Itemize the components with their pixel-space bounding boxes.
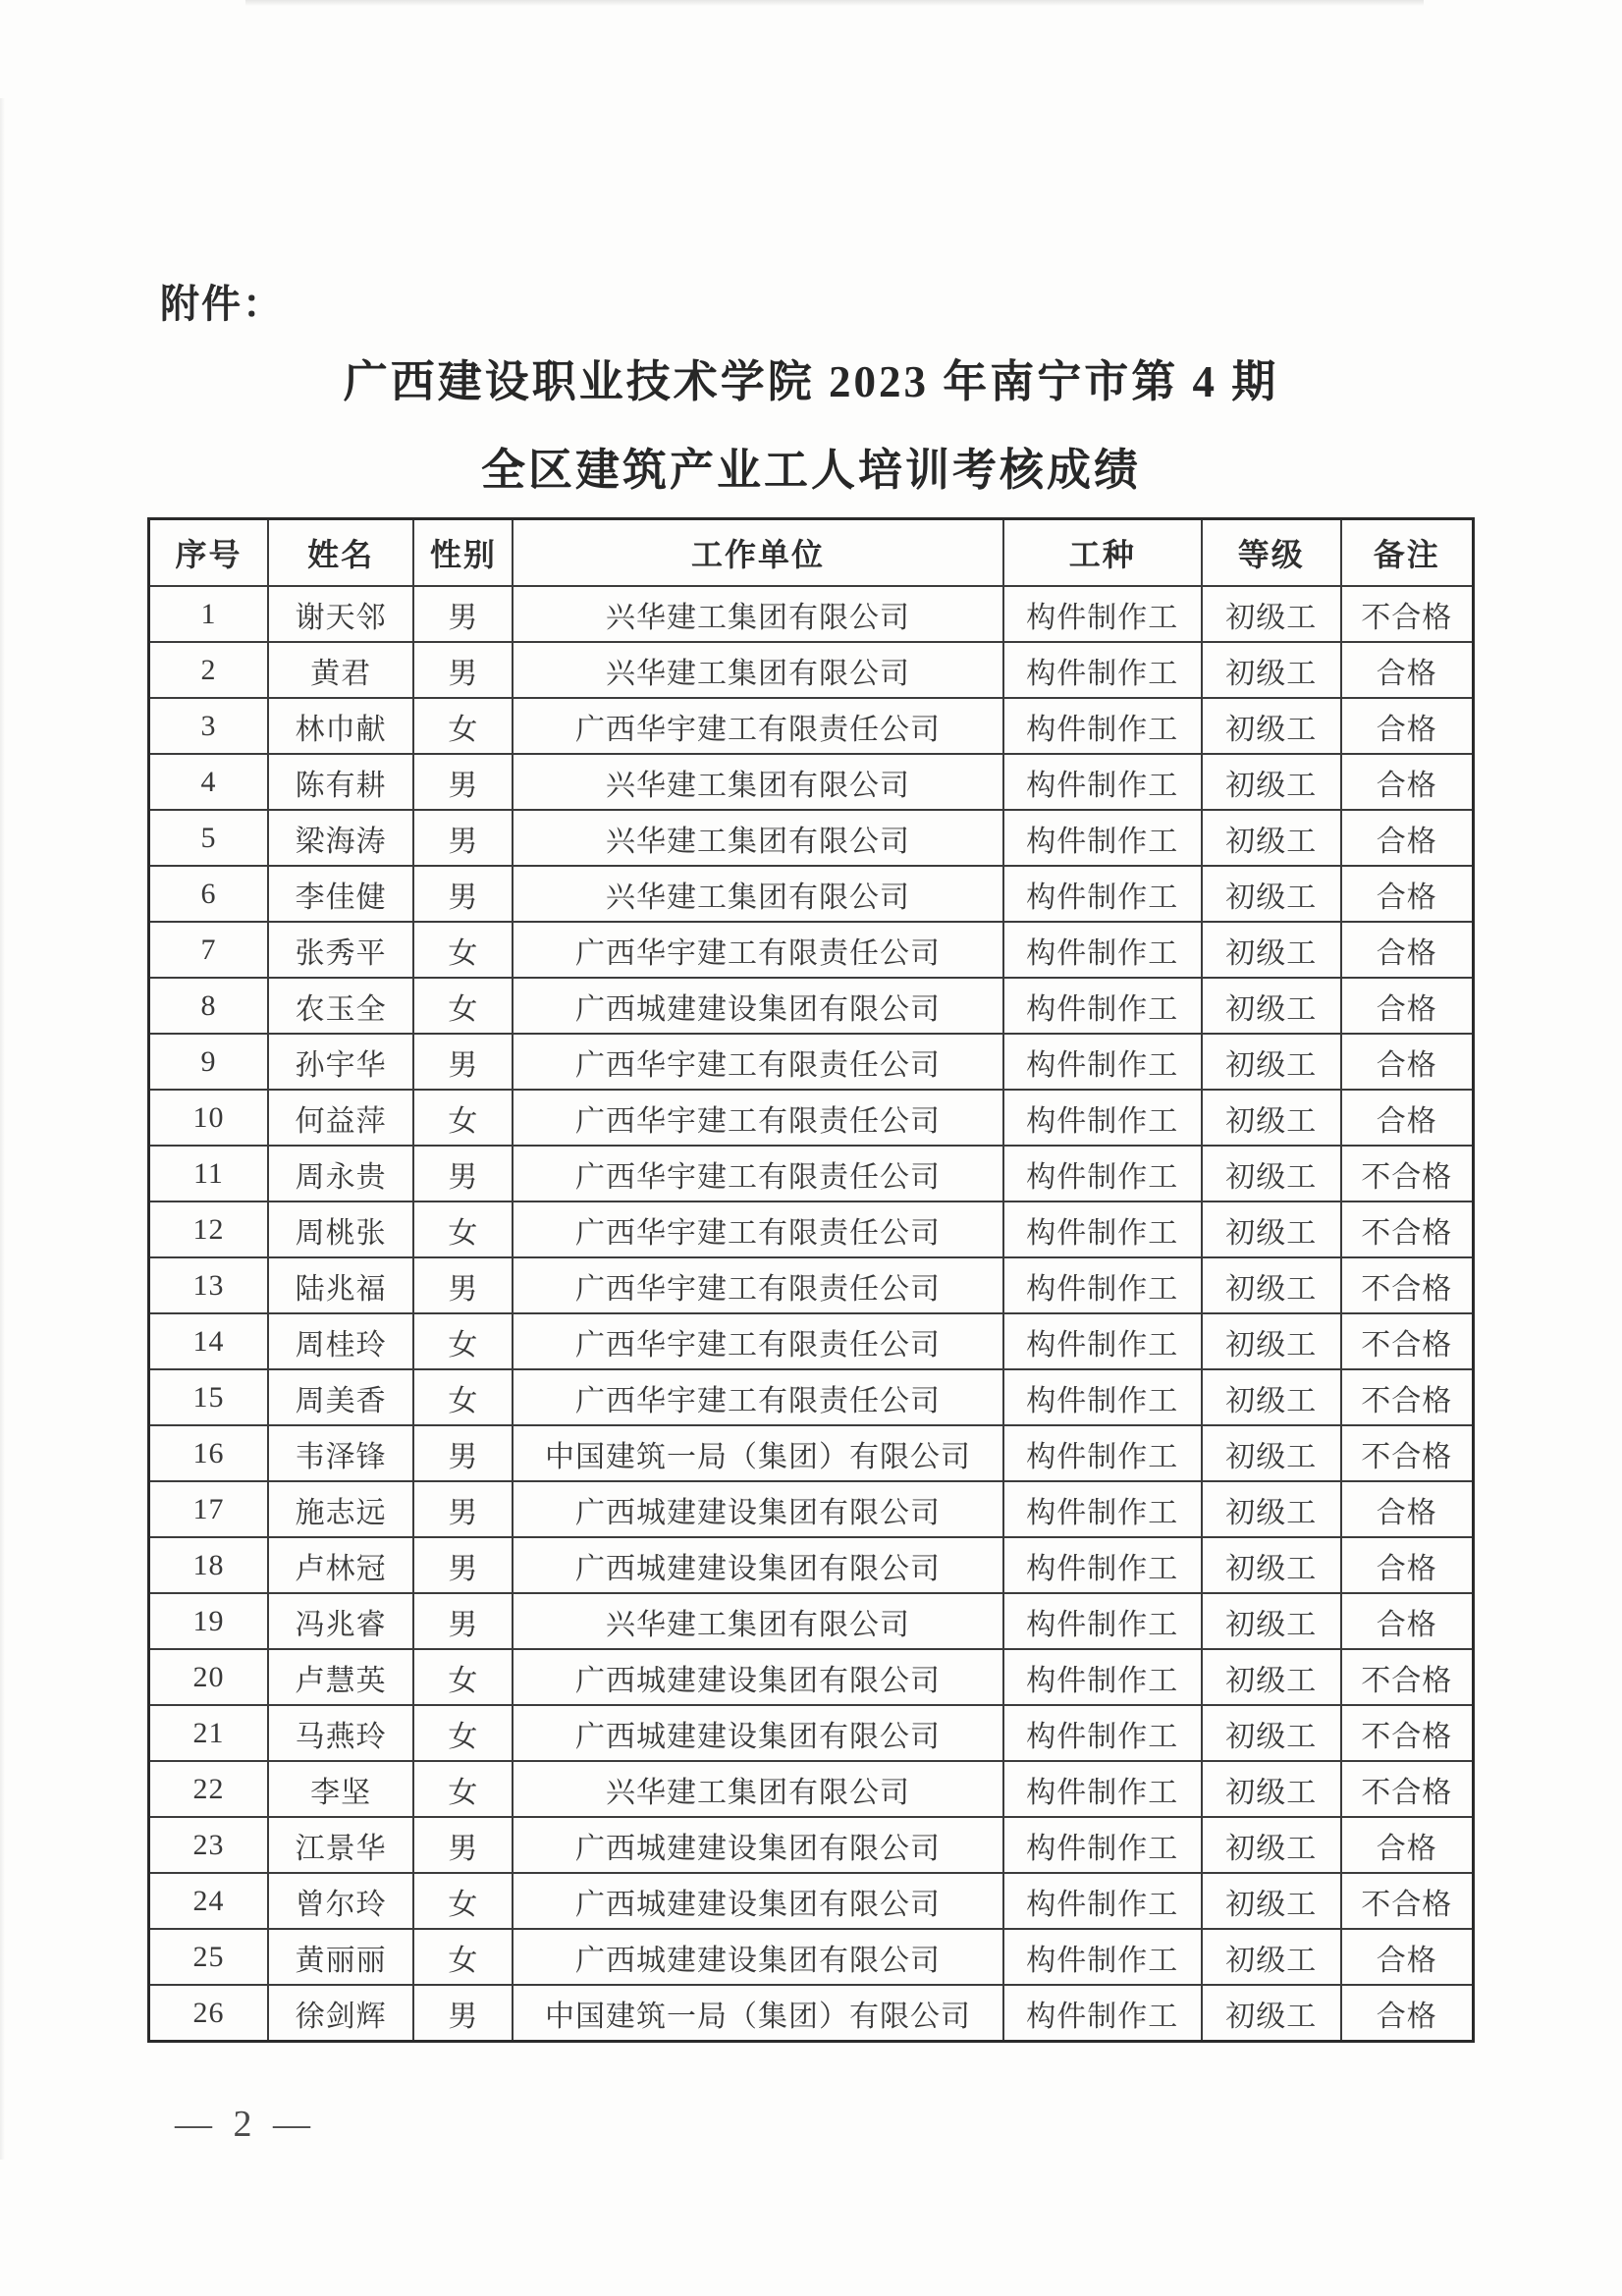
cell-job-type: 构件制作工: [1003, 1257, 1202, 1313]
cell-gender: 男: [413, 1425, 513, 1481]
cell-level: 初级工: [1202, 586, 1341, 642]
cell-job-type: 构件制作工: [1003, 866, 1202, 922]
cell-gender: 女: [413, 1649, 513, 1705]
cell-work-unit: 广西城建建设集团有限公司: [513, 1705, 1002, 1761]
cell-index: 16: [149, 1425, 268, 1481]
cell-gender: 男: [413, 810, 513, 866]
cell-remark: 合格: [1341, 1929, 1474, 1985]
cell-work-unit: 广西华宇建工有限责任公司: [513, 1369, 1002, 1425]
table-row: [149, 1537, 1474, 1593]
table-row: [149, 1201, 1474, 1257]
cell-remark: 合格: [1341, 866, 1474, 922]
cell-work-unit: 广西华宇建工有限责任公司: [513, 1313, 1002, 1369]
cell-job-type: 构件制作工: [1003, 1761, 1202, 1817]
cell-work-unit: 兴华建工集团有限公司: [513, 866, 1002, 922]
cell-level: 初级工: [1202, 1593, 1341, 1649]
cell-gender: 男: [413, 1537, 513, 1593]
cell-index: 13: [149, 1257, 268, 1313]
table-row: [149, 810, 1474, 866]
cell-index: 23: [149, 1817, 268, 1873]
cell-name: 韦泽锋: [268, 1425, 413, 1481]
cell-job-type: 构件制作工: [1003, 1034, 1202, 1090]
cell-name: 江景华: [268, 1817, 413, 1873]
cell-remark: 不合格: [1341, 1146, 1474, 1201]
cell-index: 4: [149, 754, 268, 810]
table-row: [149, 698, 1474, 754]
cell-gender: 女: [413, 1313, 513, 1369]
cell-gender: 女: [413, 698, 513, 754]
cell-level: 初级工: [1202, 1817, 1341, 1873]
cell-name: 曾尔玲: [268, 1873, 413, 1929]
cell-job-type: 构件制作工: [1003, 754, 1202, 810]
cell-level: 初级工: [1202, 1985, 1341, 2042]
table-row: [149, 1705, 1474, 1761]
cell-remark: 不合格: [1341, 1257, 1474, 1313]
cell-index: 21: [149, 1705, 268, 1761]
cell-name: 张秀平: [268, 922, 413, 978]
cell-remark: 合格: [1341, 1034, 1474, 1090]
cell-work-unit: 广西城建建设集团有限公司: [513, 1929, 1002, 1985]
column-header: 备注: [1341, 519, 1474, 587]
cell-name: 农玉全: [268, 978, 413, 1034]
table-row: [149, 1817, 1474, 1873]
cell-job-type: 构件制作工: [1003, 1369, 1202, 1425]
table-row: [149, 1425, 1474, 1481]
cell-gender: 男: [413, 642, 513, 698]
cell-remark: 合格: [1341, 1090, 1474, 1146]
cell-gender: 女: [413, 922, 513, 978]
cell-name: 孙宇华: [268, 1034, 413, 1090]
cell-name: 周美香: [268, 1369, 413, 1425]
cell-level: 初级工: [1202, 1649, 1341, 1705]
cell-name: 何益萍: [268, 1090, 413, 1146]
cell-job-type: 构件制作工: [1003, 810, 1202, 866]
cell-gender: 男: [413, 1146, 513, 1201]
cell-name: 谢天邻: [268, 586, 413, 642]
table-row: [149, 586, 1474, 642]
cell-name: 卢慧英: [268, 1649, 413, 1705]
column-header: 工作单位: [513, 519, 1002, 587]
cell-index: 7: [149, 922, 268, 978]
table-row: [149, 754, 1474, 810]
cell-job-type: 构件制作工: [1003, 1817, 1202, 1873]
cell-level: 初级工: [1202, 1481, 1341, 1537]
cell-gender: 女: [413, 1929, 513, 1985]
cell-work-unit: 兴华建工集团有限公司: [513, 642, 1002, 698]
cell-work-unit: 广西华宇建工有限责任公司: [513, 1034, 1002, 1090]
cell-name: 陈有耕: [268, 754, 413, 810]
cell-name: 徐剑辉: [268, 1985, 413, 2042]
cell-remark: 合格: [1341, 1985, 1474, 2042]
cell-work-unit: 兴华建工集团有限公司: [513, 754, 1002, 810]
cell-gender: 男: [413, 1481, 513, 1537]
cell-gender: 男: [413, 1593, 513, 1649]
cell-level: 初级工: [1202, 1201, 1341, 1257]
cell-gender: 女: [413, 1369, 513, 1425]
cell-index: 6: [149, 866, 268, 922]
cell-index: 17: [149, 1481, 268, 1537]
cell-index: 9: [149, 1034, 268, 1090]
cell-gender: 女: [413, 978, 513, 1034]
cell-gender: 男: [413, 1817, 513, 1873]
cell-level: 初级工: [1202, 922, 1341, 978]
cell-work-unit: 广西华宇建工有限责任公司: [513, 698, 1002, 754]
document-title-line1: 广西建设职业技术学院 2023 年南宁市第 4 期: [343, 357, 1279, 406]
table-row: [149, 1034, 1474, 1090]
cell-work-unit: 兴华建工集团有限公司: [513, 1761, 1002, 1817]
cell-job-type: 构件制作工: [1003, 1929, 1202, 1985]
table-row: [149, 1257, 1474, 1313]
cell-level: 初级工: [1202, 1705, 1341, 1761]
cell-level: 初级工: [1202, 1929, 1341, 1985]
cell-index: 2: [149, 642, 268, 698]
cell-job-type: 构件制作工: [1003, 586, 1202, 642]
cell-remark: 不合格: [1341, 1873, 1474, 1929]
cell-work-unit: 兴华建工集团有限公司: [513, 810, 1002, 866]
cell-level: 初级工: [1202, 1425, 1341, 1481]
cell-gender: 女: [413, 1761, 513, 1817]
cell-level: 初级工: [1202, 866, 1341, 922]
cell-work-unit: 广西城建建设集团有限公司: [513, 978, 1002, 1034]
cell-job-type: 构件制作工: [1003, 1425, 1202, 1481]
cell-gender: 男: [413, 866, 513, 922]
table-body: [149, 586, 1474, 2042]
cell-job-type: 构件制作工: [1003, 1201, 1202, 1257]
cell-work-unit: 广西华宇建工有限责任公司: [513, 922, 1002, 978]
table-row: [149, 1985, 1474, 2042]
cell-job-type: 构件制作工: [1003, 1985, 1202, 2042]
table-row: [149, 866, 1474, 922]
cell-work-unit: 广西华宇建工有限责任公司: [513, 1257, 1002, 1313]
cell-work-unit: 兴华建工集团有限公司: [513, 1593, 1002, 1649]
column-header: 工种: [1003, 519, 1202, 587]
cell-index: 25: [149, 1929, 268, 1985]
cell-gender: 男: [413, 586, 513, 642]
cell-remark: 合格: [1341, 810, 1474, 866]
cell-level: 初级工: [1202, 1146, 1341, 1201]
cell-name: 李坚: [268, 1761, 413, 1817]
cell-index: 3: [149, 698, 268, 754]
table-row: [149, 1146, 1474, 1201]
cell-index: 24: [149, 1873, 268, 1929]
cell-level: 初级工: [1202, 810, 1341, 866]
cell-remark: 不合格: [1341, 1649, 1474, 1705]
cell-level: 初级工: [1202, 1313, 1341, 1369]
cell-work-unit: 中国建筑一局（集团）有限公司: [513, 1985, 1002, 2042]
cell-remark: 合格: [1341, 922, 1474, 978]
cell-work-unit: 中国建筑一局（集团）有限公司: [513, 1425, 1002, 1481]
table-row: [149, 1090, 1474, 1146]
cell-remark: 不合格: [1341, 1201, 1474, 1257]
cell-job-type: 构件制作工: [1003, 1593, 1202, 1649]
table-row: [149, 1369, 1474, 1425]
cell-work-unit: 广西城建建设集团有限公司: [513, 1817, 1002, 1873]
cell-level: 初级工: [1202, 1761, 1341, 1817]
results-table: [147, 517, 1475, 2043]
cell-gender: 女: [413, 1873, 513, 1929]
cell-remark: 合格: [1341, 978, 1474, 1034]
cell-level: 初级工: [1202, 1090, 1341, 1146]
cell-job-type: 构件制作工: [1003, 1146, 1202, 1201]
column-header: 序号: [149, 519, 268, 587]
cell-level: 初级工: [1202, 754, 1341, 810]
cell-remark: 不合格: [1341, 1313, 1474, 1369]
cell-level: 初级工: [1202, 698, 1341, 754]
cell-name: 施志远: [268, 1481, 413, 1537]
cell-gender: 男: [413, 1985, 513, 2042]
cell-index: 20: [149, 1649, 268, 1705]
cell-index: 5: [149, 810, 268, 866]
table-row: [149, 1313, 1474, 1369]
cell-remark: 合格: [1341, 698, 1474, 754]
cell-index: 19: [149, 1593, 268, 1649]
cell-work-unit: 广西城建建设集团有限公司: [513, 1481, 1002, 1537]
cell-index: 18: [149, 1537, 268, 1593]
cell-remark: 合格: [1341, 1817, 1474, 1873]
column-header: 等级: [1202, 519, 1341, 587]
cell-name: 黄丽丽: [268, 1929, 413, 1985]
cell-gender: 女: [413, 1705, 513, 1761]
cell-name: 冯兆睿: [268, 1593, 413, 1649]
cell-level: 初级工: [1202, 1257, 1341, 1313]
cell-gender: 男: [413, 754, 513, 810]
cell-job-type: 构件制作工: [1003, 1090, 1202, 1146]
cell-name: 梁海涛: [268, 810, 413, 866]
cell-job-type: 构件制作工: [1003, 698, 1202, 754]
table-row: [149, 1593, 1474, 1649]
cell-name: 黄君: [268, 642, 413, 698]
cell-level: 初级工: [1202, 1537, 1341, 1593]
cell-job-type: 构件制作工: [1003, 1481, 1202, 1537]
cell-remark: 合格: [1341, 754, 1474, 810]
cell-index: 12: [149, 1201, 268, 1257]
cell-index: 11: [149, 1146, 268, 1201]
cell-level: 初级工: [1202, 978, 1341, 1034]
scan-artifact-top: [245, 0, 1424, 6]
cell-index: 26: [149, 1985, 268, 2042]
table-row: [149, 642, 1474, 698]
cell-gender: 男: [413, 1257, 513, 1313]
cell-index: 8: [149, 978, 268, 1034]
cell-index: 10: [149, 1090, 268, 1146]
cell-name: 陆兆福: [268, 1257, 413, 1313]
cell-work-unit: 广西城建建设集团有限公司: [513, 1537, 1002, 1593]
cell-work-unit: 广西华宇建工有限责任公司: [513, 1201, 1002, 1257]
table-row: [149, 1649, 1474, 1705]
cell-remark: 不合格: [1341, 1369, 1474, 1425]
column-header: 姓名: [268, 519, 413, 587]
cell-name: 林巾献: [268, 698, 413, 754]
table-row: [149, 1873, 1474, 1929]
cell-index: 14: [149, 1313, 268, 1369]
column-header: 性别: [413, 519, 513, 587]
cell-name: 卢林冠: [268, 1537, 413, 1593]
cell-work-unit: 兴华建工集团有限公司: [513, 586, 1002, 642]
cell-level: 初级工: [1202, 1034, 1341, 1090]
cell-work-unit: 广西华宇建工有限责任公司: [513, 1146, 1002, 1201]
cell-remark: 合格: [1341, 1537, 1474, 1593]
cell-job-type: 构件制作工: [1003, 978, 1202, 1034]
cell-work-unit: 广西城建建设集团有限公司: [513, 1873, 1002, 1929]
table-row: [149, 1481, 1474, 1537]
cell-name: 周永贵: [268, 1146, 413, 1201]
cell-index: 22: [149, 1761, 268, 1817]
cell-name: 周桂玲: [268, 1313, 413, 1369]
document-title-line2: 全区建筑产业工人培训考核成绩: [480, 446, 1141, 495]
cell-gender: 女: [413, 1201, 513, 1257]
cell-remark: 合格: [1341, 642, 1474, 698]
cell-remark: 不合格: [1341, 1705, 1474, 1761]
cell-name: 李佳健: [268, 866, 413, 922]
cell-name: 周桃张: [268, 1201, 413, 1257]
cell-level: 初级工: [1202, 1369, 1341, 1425]
table-header-row: [149, 519, 1474, 587]
cell-remark: 不合格: [1341, 1761, 1474, 1817]
attachment-label: 附件：: [160, 283, 284, 326]
table-row: [149, 922, 1474, 978]
cell-remark: 合格: [1341, 1481, 1474, 1537]
cell-index: 15: [149, 1369, 268, 1425]
cell-job-type: 构件制作工: [1003, 1313, 1202, 1369]
cell-work-unit: 广西华宇建工有限责任公司: [513, 1090, 1002, 1146]
results-table-container: [147, 517, 1475, 2043]
cell-job-type: 构件制作工: [1003, 1873, 1202, 1929]
cell-job-type: 构件制作工: [1003, 1537, 1202, 1593]
cell-level: 初级工: [1202, 642, 1341, 698]
cell-job-type: 构件制作工: [1003, 1649, 1202, 1705]
cell-name: 马燕玲: [268, 1705, 413, 1761]
cell-job-type: 构件制作工: [1003, 1705, 1202, 1761]
table-row: [149, 1929, 1474, 1985]
cell-gender: 女: [413, 1090, 513, 1146]
cell-remark: 不合格: [1341, 586, 1474, 642]
cell-remark: 合格: [1341, 1593, 1474, 1649]
cell-remark: 不合格: [1341, 1425, 1474, 1481]
page-number: — 2 —: [175, 2104, 316, 2145]
cell-index: 1: [149, 586, 268, 642]
cell-level: 初级工: [1202, 1873, 1341, 1929]
cell-job-type: 构件制作工: [1003, 642, 1202, 698]
cell-work-unit: 广西城建建设集团有限公司: [513, 1649, 1002, 1705]
cell-gender: 男: [413, 1034, 513, 1090]
table-row: [149, 1761, 1474, 1817]
table-row: [149, 978, 1474, 1034]
cell-job-type: 构件制作工: [1003, 922, 1202, 978]
